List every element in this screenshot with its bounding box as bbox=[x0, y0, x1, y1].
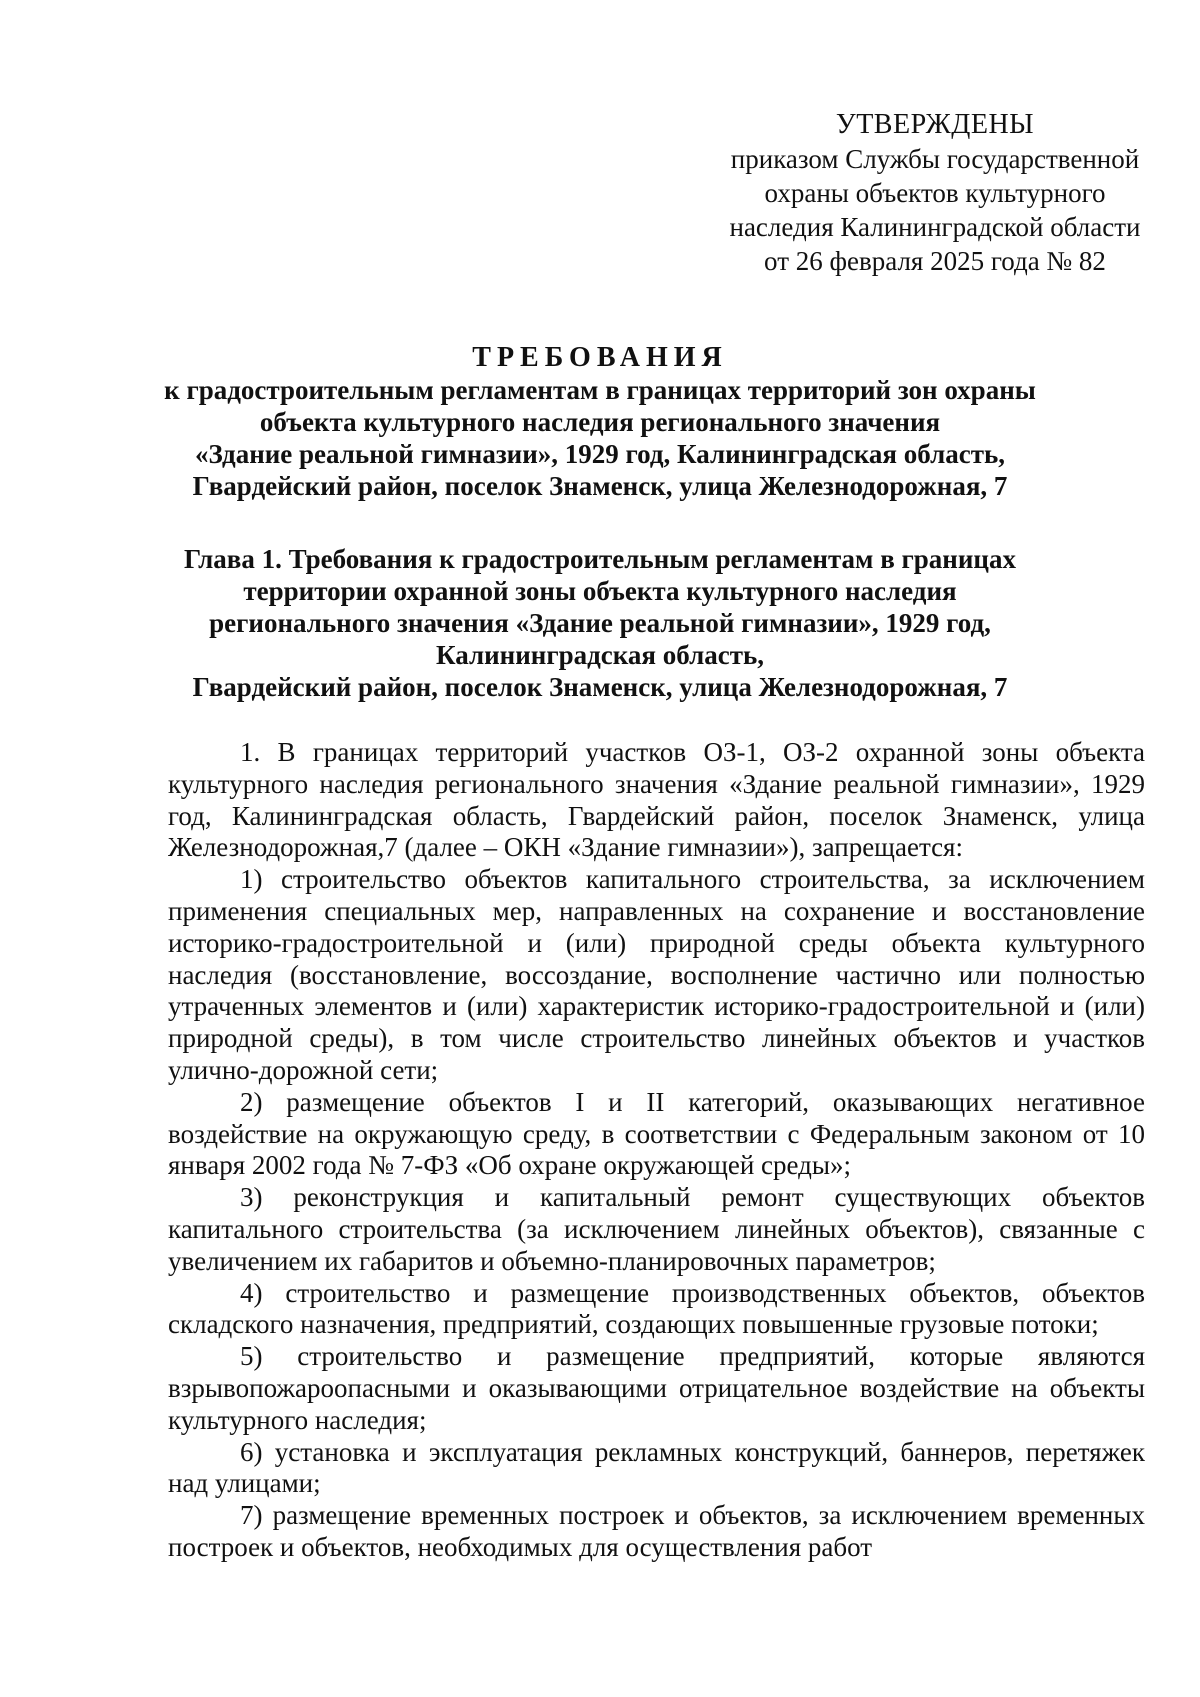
paragraph-item-6: 6) установка и эксплуатация рекламных конструкций, баннеров, перетяжек над улицами; bbox=[168, 1436, 1145, 1499]
paragraph-item-3: 3) реконструкция и капитальный ремонт существующих объектов капитального строительства (за исключением линейных объектов), связанные с увеличением их габаритов и объемно-планировочных параметров; bbox=[168, 1182, 1145, 1276]
paragraph-item-2: 2) размещение объектов I и II категорий, оказывающих негативное воздействие на окружающую среду, в соответствии с Федеральным законом от 10 января 2002 года № 7-ФЗ «Об охране окружающей среды»; bbox=[168, 1086, 1145, 1181]
body-text bbox=[168, 737, 1145, 1564]
requirements-title: ТРЕБОВАНИЯ bbox=[472, 342, 728, 373]
requirements-heading bbox=[150, 342, 1050, 502]
chapter-heading bbox=[150, 543, 1050, 703]
approval-line-1: приказом Службы государственной bbox=[730, 144, 1140, 174]
requirements-subtitle-line-3: «Здание реальной гимназии», 1929 год, Калининградская область, bbox=[194, 439, 1006, 469]
paragraph-item-4: 4) строительство и размещение производственных объектов, объектов складского назначения, предприятий, создающих повышенные грузовые потоки; bbox=[168, 1277, 1145, 1340]
chapter-line-2: территории охранной зоны объекта культурного наследия bbox=[243, 576, 957, 606]
requirements-subtitle-line-4: Гвардейский район, поселок Знаменск, улица Железнодорожная, 7 bbox=[192, 471, 1008, 501]
paragraph-item-1: 1) строительство объектов капитального строительства, за исключением применения специальных мер, направленных на сохранение и восстановление историко-градостроительной и (или) природной среды объекта культурного наследия (восстановление, воссоздание, восполнение частично или полностью утраченных элементов и (или) характеристик историко-градостроительной и (или) природной среды), в том числе строительство линейных объектов и участков улично-дорожной сети; bbox=[168, 864, 1145, 1085]
paragraph-item-5: 5) строительство и размещение предприятий, которые являются взрывопожароопасными и оказывающими отрицательное воздействие на объекты культурного наследия; bbox=[168, 1341, 1145, 1435]
paragraph-1: 1. В границах территорий участков ОЗ-1, ОЗ-2 охранной зоны объекта культурного наследия регионального значения «Здание реальной гимназии», 1929 год, Калининградская область, Гвардейский район, поселок Знаменск, улица Железнодорожная,7 (далее – ОКН «Здание гимназии»), запрещается: bbox=[168, 737, 1145, 863]
requirements-subtitle-line-1: к градостроительным регламентам в границах территорий зон охраны bbox=[164, 375, 1036, 405]
chapter-line-3: регионального значения «Здание реальной гимназии», 1929 год, bbox=[209, 608, 991, 638]
approval-line-3: наследия Калининградской области bbox=[729, 212, 1141, 242]
requirements-subtitle-line-2: объекта культурного наследия регионального значения bbox=[259, 407, 941, 437]
approval-title: УТВЕРЖДЕНЫ bbox=[835, 109, 1035, 140]
chapter-line-4: Калининградская область, bbox=[435, 640, 764, 670]
approval-stamp bbox=[680, 108, 1190, 278]
approval-line-2: охраны объектов культурного bbox=[764, 178, 1106, 208]
chapter-line-5: Гвардейский район, поселок Знаменск, улица Железнодорожная, 7 bbox=[192, 672, 1008, 702]
approval-line-4: от 26 февраля 2025 года № 82 bbox=[764, 246, 1106, 276]
chapter-line-1: Глава 1. Требования к градостроительным регламентам в границах bbox=[184, 544, 1016, 574]
paragraph-item-7: 7) размещение временных построек и объектов, за исключением временных построек и объектов, необходимых для осуществления работ bbox=[168, 1500, 1145, 1562]
